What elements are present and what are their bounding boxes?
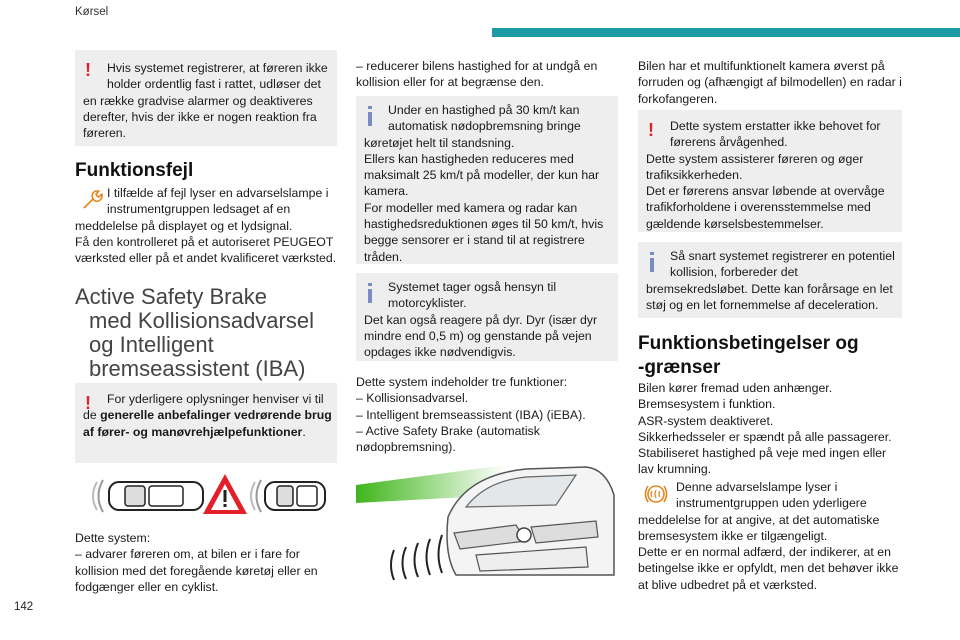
lamp-text-normal: Dette er en normal adfærd, der indikerer, at en betingelse ikke er opfyldt, men det behøver ikke at blive udbedret på et værksted.	[638, 545, 899, 592]
vigilance-text-first: Dette system erstatter ikke behovet for førerens årvågenhed.	[670, 119, 881, 150]
fault-text	[75, 185, 337, 266]
warning-box-vigilance	[638, 110, 902, 232]
info-box-motorcyclists	[356, 273, 618, 361]
condition-item: Bremsesystem i funktion.	[638, 397, 776, 412]
info-motorcyclists-first: Systemet tager også hensyn til motorcyklister.	[388, 280, 557, 311]
page-number: 142	[14, 601, 34, 613]
info-box-collision-prep	[638, 242, 902, 318]
heading-line-1: Active Safety Brake	[75, 284, 267, 309]
lamp-text	[638, 479, 902, 593]
function-item: – Kollisionsadvarsel.	[356, 391, 469, 406]
system-item-1: – advarer føreren om, at bilen er i fare for kollision med det foregående køretøj eller en fodgænger eller en cyklist.	[75, 547, 318, 594]
fault-text-display: meddelelse på displayet og et lydsignal.	[75, 218, 293, 233]
warning-box-steering	[75, 50, 337, 146]
info-box-speed	[356, 96, 618, 264]
recommendations-text-first: For yderligere oplysninger henviser vi til de	[83, 392, 324, 423]
warning-text-first: Hvis systemet registrerer, at føreren ikke holder ordentlig fast i rattet, udløser det	[107, 61, 328, 92]
collision-prep-first: Så snart systemet registrerer en potentiel kollision, forbereder det	[670, 249, 895, 280]
exclamation-icon: !	[85, 60, 91, 80]
functions-list	[356, 374, 618, 455]
lamp-text-first: Denne advarselslampe lyser i instrumentgruppen uden yderligere	[676, 480, 867, 511]
warning-text-rest: en række gradvise alarmer og deaktiveres derefter, hvis der ikke er nogen reaktion fra føreren.	[83, 93, 317, 141]
info-speed-radar: For modeller med kamera og radar kan hastighedsreduktionen øges til 50 km/t, hvis begge sensorer er i stand til at registrere tråden.	[364, 200, 604, 264]
system-item-2: – reducerer bilens hastighed for at undgå en kollision eller for at begrænse den.	[356, 59, 598, 90]
car-radar-illustration	[356, 455, 618, 585]
condition-item: Stabiliseret hastighed på veje med ingen eller lav krumning.	[638, 446, 887, 477]
vigilance-text-assist: Dette system assisterer føreren og øger trafiksikkerheden.	[646, 151, 864, 182]
info-motorcyclists-rest: Det kan også reagere på dyr. Dyr (især dyr mindre end 0,5 m) og genstande på vejen opdages ikke nødvendigvis.	[364, 312, 598, 360]
condition-item: ASR-system deaktiveret.	[638, 413, 774, 428]
heading-conditions-line-1: Funktionsbetingelser og	[638, 333, 859, 354]
conditions-list	[638, 380, 902, 478]
recommendations-link-text: generelle anbefalinger vedrørende brug af fører- og manøvrehjælpefunktioner	[83, 408, 332, 439]
heading-active-safety-brake	[75, 285, 337, 381]
condition-item: Bilen kører fremad uden anhænger.	[638, 381, 833, 395]
heading-conditions	[638, 332, 902, 380]
collision-prep-rest: bremsekredsløbet. Dette kan forårsage en let støj og en let fornemmelse af deceleration.	[646, 281, 893, 312]
header-accent-bar	[492, 28, 960, 37]
system-description	[75, 530, 337, 595]
info-speed-camera: Ellers kan hastigheden reduceres med maksimalt 25 km/t på modeller, der kun har kamera.	[364, 151, 600, 199]
exclamation-icon: !	[648, 120, 654, 140]
collision-illustration	[85, 470, 335, 522]
condition-item: Sikkerhedsseler er spændt på alle passagerer.	[638, 429, 892, 444]
lamp-text-unavailable: meddelelse for at angive, at det automatiske bremsesystem ikke er tilgængeligt.	[638, 512, 880, 543]
functions-intro: Dette system indeholder tre funktioner:	[356, 375, 568, 389]
warning-box-recommendations	[75, 383, 337, 463]
heading-fault: Funktionsfejl	[75, 160, 194, 181]
heading-conditions-line-2: -grænser	[638, 357, 721, 378]
function-item: – Intelligent bremseassistent (IBA) (iEBA).	[356, 407, 586, 422]
heading-rest: med Kollisionsadvarsel og Intelligent bremseassistent (IBA)	[89, 308, 314, 381]
running-header-section: Kørsel	[75, 6, 109, 18]
fault-text-first: I tilfælde af fejl lyser en advarselslampe i instrumentgruppen ledsaget af en	[107, 186, 329, 217]
camera-text: Bilen har et multifunktionelt kamera øverst på forruden og (afhængigt af bilmodellen) en radar i forkofangeren.	[638, 59, 902, 106]
exclamation-icon: !	[85, 393, 91, 413]
vigilance-text-responsibility: Det er førerens ansvar løbende at overvåge trafikforholdene i overensstemmelse med gældende kørselsbestemmelser.	[646, 184, 885, 231]
system-intro: Dette system:	[75, 531, 151, 545]
fault-text-workshop: Få den kontrolleret på et autoriseret PEUGEOT værksted eller på et andet kvalificeret værksted.	[75, 234, 337, 266]
info-speed-first: Under en hastighed på 30 km/t kan automatisk nødopbremsning bringe	[388, 103, 581, 134]
function-item: – Active Safety Brake (automatisk nødopbremsning).	[356, 423, 540, 455]
recommendations-text-end: .	[302, 424, 306, 439]
info-speed-standstill: køretøjet helt til standsning.	[364, 135, 515, 150]
